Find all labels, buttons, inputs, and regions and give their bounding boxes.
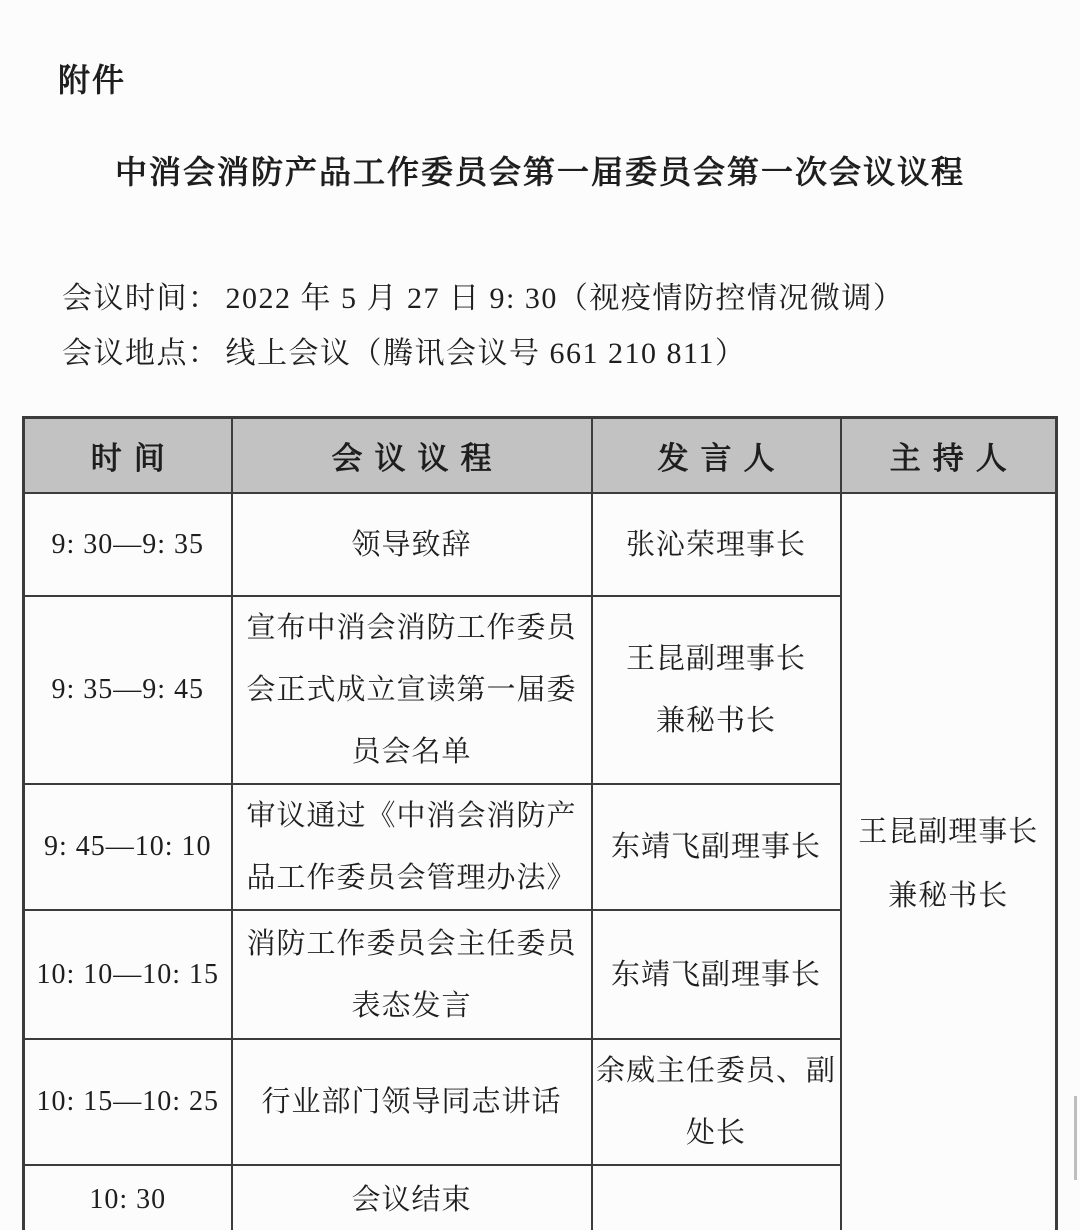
- speaker-cell: [592, 784, 841, 910]
- agenda-line: 表态发言: [351, 989, 472, 1022]
- time-cell: 10: 30: [24, 1165, 232, 1230]
- speaker-line: 王昆副理事长: [625, 643, 806, 675]
- speaker-line: 张沁荣理事长: [625, 528, 806, 561]
- agenda-cell: [232, 784, 592, 910]
- agenda-line: 会正式成立宣读第一届委: [246, 674, 577, 706]
- speaker-line: 余威主任委员、副: [595, 1055, 836, 1087]
- agenda-cell: [232, 1039, 592, 1165]
- agenda-line: 审议通过《中消会消防产: [246, 800, 577, 832]
- table-header-row: [24, 418, 1057, 494]
- meeting-place-value: 线上会议（腾讯会议号 661 210 811）: [225, 337, 747, 370]
- host-line: 兼秘书长: [888, 879, 1009, 912]
- speaker-cell: [592, 596, 841, 784]
- agenda-cell: [232, 596, 592, 784]
- speaker-line: 兼秘书长: [655, 705, 776, 737]
- table-row: [24, 493, 1057, 596]
- agenda-line: 会议结束: [351, 1183, 472, 1216]
- meeting-meta: [62, 273, 1080, 372]
- table-header-host: 主持人: [841, 418, 1057, 494]
- agenda-line: 行业部门领导同志讲话: [261, 1086, 562, 1118]
- attachment-label: 附件: [58, 62, 127, 98]
- agenda-line: 员会名单: [351, 736, 472, 768]
- speaker-cell: [592, 1165, 841, 1230]
- time-cell: 9: 35—9: 45: [24, 596, 232, 784]
- time-cell: 9: 30—9: 35: [24, 493, 232, 596]
- speaker-line: 东靖飞副理事长: [610, 831, 821, 863]
- meeting-place-label: 会议地点：: [62, 337, 220, 370]
- host-line: 王昆副理事长: [858, 815, 1039, 848]
- agenda-cell: [232, 910, 592, 1039]
- scan-edge-artifact: [1074, 1096, 1077, 1180]
- meeting-time-value: 2022 年 5 月 27 日 9: 30（视疫情防控情况微调）: [225, 282, 905, 315]
- table-header-agenda: 会议议程: [232, 418, 592, 494]
- agenda-cell: [232, 493, 592, 596]
- speaker-line: 东靖飞副理事长: [610, 958, 821, 991]
- page-title: 中消会消防产品工作委员会第一届委员会第一次会议议程: [114, 154, 965, 190]
- meeting-place-line: [62, 328, 1080, 372]
- table-header-time: 时间: [24, 418, 232, 494]
- agenda-line: 品工作委员会管理办法》: [246, 862, 577, 894]
- time-cell: 10: 15—10: 25: [24, 1039, 232, 1165]
- host-cell: [841, 493, 1057, 1230]
- speaker-cell: [592, 493, 841, 596]
- meeting-time-line: [62, 273, 1080, 317]
- agenda-line: 领导致辞: [351, 528, 472, 561]
- agenda-line: 宣布中消会消防工作委员: [246, 612, 577, 644]
- agenda-cell: [232, 1165, 592, 1230]
- speaker-cell: [592, 910, 841, 1039]
- agenda-line: 消防工作委员会主任委员: [246, 927, 577, 960]
- meeting-time-label: 会议时间：: [62, 282, 220, 315]
- time-cell: 10: 10—10: 15: [24, 910, 232, 1039]
- agenda-table: [22, 416, 1058, 1230]
- speaker-line: 处长: [685, 1117, 746, 1149]
- table-header-speaker: 发言人: [592, 418, 841, 494]
- speaker-cell: [592, 1039, 841, 1165]
- time-cell: 9: 45—10: 10: [24, 784, 232, 910]
